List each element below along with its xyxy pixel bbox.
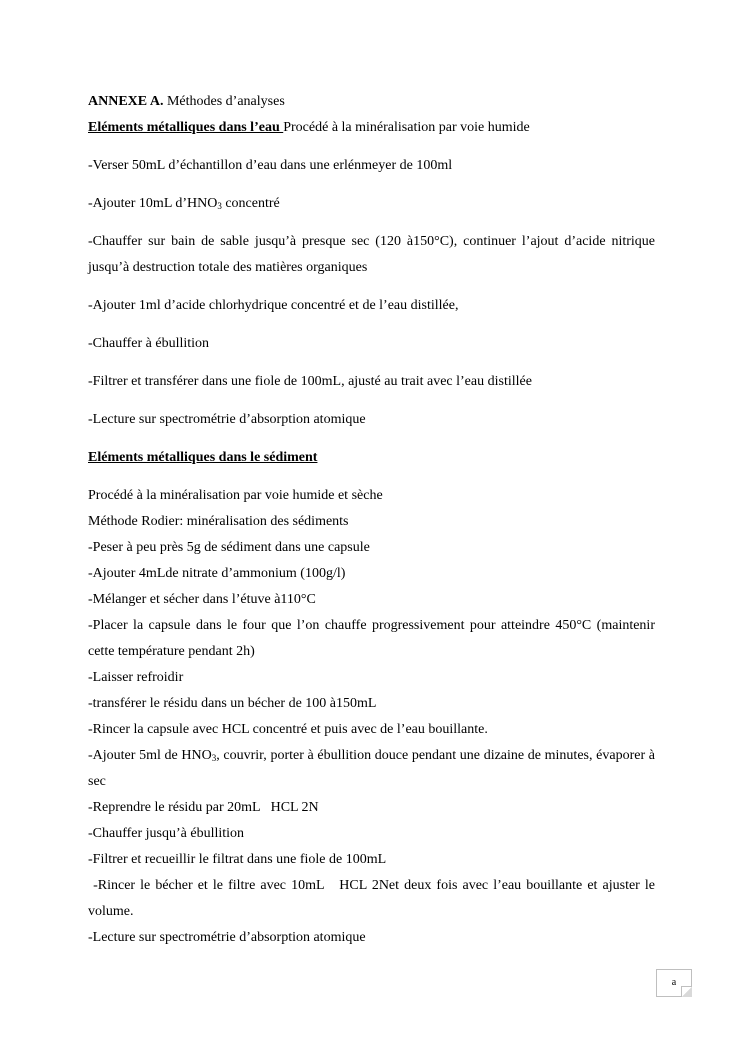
annex-title-rest: Méthodes d’analyses [163, 94, 285, 109]
sediment-step-3: -Mélanger et sécher dans l’étuve à110°C [88, 592, 316, 607]
sediment-step-13: -Lecture sur spectrométrie d’absorption atomique [88, 930, 366, 945]
page-corner-fold-icon [681, 986, 692, 997]
water-step-6: -Filtrer et transférer dans une fiole de 100mL, ajusté au trait avec l’eau distillée [88, 374, 532, 389]
page-number-box [656, 969, 692, 997]
water-step-2-text: -Ajouter 10mL d’HNO [88, 196, 218, 211]
annex-title-bold: ANNEXE A. [88, 94, 164, 109]
water-heading-rest: Procédé à la minéralisation par voie humide [283, 120, 530, 135]
sediment-heading-bold: Eléments métalliques dans le sédiment [88, 450, 318, 465]
water-section-heading [88, 115, 655, 141]
water-step-4: -Ajouter 1ml d’acide chlorhydrique concentré et de l’eau distillée, [88, 298, 459, 313]
sediment-section-heading [88, 445, 655, 471]
sediment-step-10: -Chauffer jusqu’à ébullition [88, 826, 245, 841]
sediment-step-1: -Peser à peu près 5g de sédiment dans une capsule [88, 540, 370, 555]
sediment-step-7: -Rincer la capsule avec HCL concentré et puis avec de l’eau bouillante. [88, 722, 488, 737]
page-number: a [671, 977, 677, 988]
sediment-step-8-text-end: , couvrir, porter à ébullition douce pendant une dizaine de minutes, évaporer à sec [88, 748, 655, 789]
sediment-step-2: -Ajouter 4mLde nitrate d’ammonium (100g/l) [88, 566, 346, 581]
water-heading-bold: Eléments métalliques dans l’eau [88, 120, 284, 135]
water-step-5: -Chauffer à ébullition [88, 336, 210, 351]
water-step-2-subscript: 3 [217, 201, 222, 211]
sediment-step-12: -Rincer le bécher et le filtre avec 10mL HCL 2Net deux fois avec l’eau bouillante et ajuster le volume. [88, 878, 659, 919]
sediment-step-4: -Placer la capsule dans le four que l’on chauffe progressivement pour atteindre 450°C (maintenir cette température pendant 2h) [88, 618, 655, 659]
sediment-step-11: -Filtrer et recueillir le filtrat dans une fiole de 100mL [88, 852, 387, 867]
sediment-step-9: -Reprendre le résidu par 20mL HCL 2N [88, 800, 319, 815]
page-content [88, 89, 659, 951]
annex-title [88, 89, 655, 115]
sediment-step-8-subscript: 3 [211, 753, 217, 763]
sediment-step-8 [88, 743, 655, 795]
water-step-3: -Chauffer sur bain de sable jusqu’à presque sec (120 à150°C), continuer l’ajout d’acide nitrique jusqu’à destruction totale des matières organiques [88, 234, 655, 275]
sediment-step-5: -Laisser refroidir [88, 670, 184, 685]
sediment-intro-2: Méthode Rodier: minéralisation des sédiments [88, 514, 349, 529]
sediment-step-8-text: -Ajouter 5ml de HNO [88, 748, 212, 763]
water-step-1: -Verser 50mL d’échantillon d’eau dans une erlénmeyer de 100ml [88, 158, 453, 173]
sediment-intro-1: Procédé à la minéralisation par voie humide et sèche [88, 488, 383, 503]
water-step-7: -Lecture sur spectrométrie d’absorption atomique [88, 412, 366, 427]
water-step-2-text-end: concentré [221, 196, 280, 211]
sediment-step-6: -transférer le résidu dans un bécher de 100 à150mL [88, 696, 377, 711]
water-step-2 [88, 191, 655, 217]
